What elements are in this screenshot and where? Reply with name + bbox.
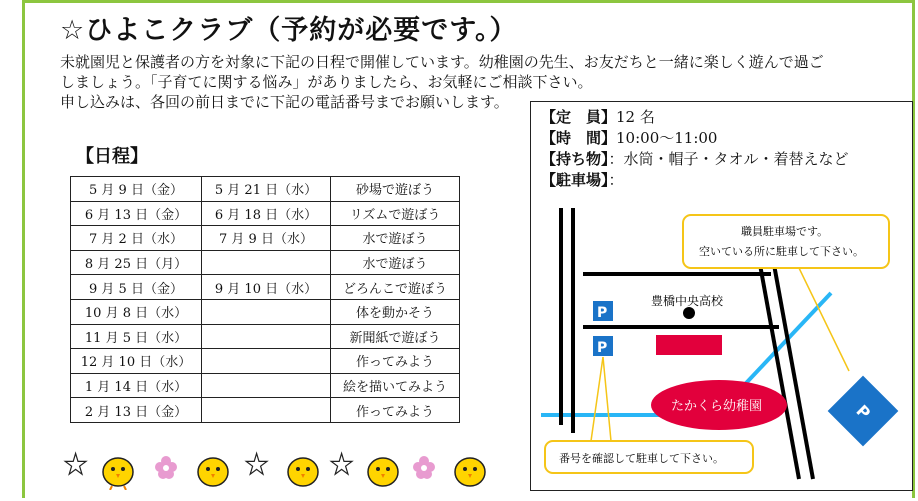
schedule-activity: 水で遊ぼう bbox=[331, 226, 460, 251]
schedule-row bbox=[71, 324, 460, 349]
schedule-date-1: 1 月 14 日（水） bbox=[71, 373, 202, 398]
parking-marker-2-label: P bbox=[597, 340, 608, 356]
schedule-date-1: 10 月 8 日（水） bbox=[71, 299, 202, 324]
schedule-row bbox=[71, 275, 460, 300]
schedule-date-2 bbox=[202, 250, 331, 275]
schedule-date-2: 9 月 10 日（水） bbox=[202, 275, 331, 300]
schedule-date-2 bbox=[202, 349, 331, 374]
time-value: 10:00〜11:00 bbox=[616, 129, 718, 147]
staff-callout bbox=[683, 215, 889, 268]
intro-line-1: 未就園児と保護者の方を対象に下記の日程で開催しています。幼稚園の先生、お友だちと一緒に楽しく遊んで過ご bbox=[60, 53, 824, 71]
schedule-date-2 bbox=[202, 299, 331, 324]
schedule-date-2 bbox=[202, 398, 331, 423]
schedule-date-1: 2 月 13 日（金） bbox=[71, 398, 202, 423]
schedule-row bbox=[71, 349, 460, 374]
time-row bbox=[541, 128, 849, 149]
parking-row bbox=[541, 170, 849, 191]
intro-line-3: 申し込みは、各回の前日までに下記の電話番号までお願いします。 bbox=[60, 93, 509, 111]
kindergarten-building bbox=[656, 335, 722, 355]
flower-icon bbox=[155, 456, 177, 479]
schedule-row bbox=[71, 250, 460, 275]
schedule-activity: リズムで遊ぼう bbox=[331, 201, 460, 226]
school-marker bbox=[683, 307, 695, 319]
schedule-date-1: 5 月 9 日（金） bbox=[71, 177, 202, 202]
parking-value: ： bbox=[608, 171, 624, 189]
schedule-row bbox=[71, 226, 460, 251]
star-icon bbox=[65, 453, 86, 474]
schedule-activity: 砂場で遊ぼう bbox=[331, 177, 460, 202]
items-label: 【持ち物】 bbox=[541, 150, 609, 168]
staff-parking-label: P bbox=[852, 401, 875, 423]
star-icon bbox=[246, 453, 267, 474]
time-label: 【時 間】 bbox=[541, 129, 617, 147]
chick-icon bbox=[455, 458, 485, 486]
decoration-border bbox=[62, 445, 512, 490]
chick-icon bbox=[368, 458, 398, 486]
schedule-date-2: 7 月 9 日（水） bbox=[202, 226, 331, 251]
schedule-row bbox=[71, 201, 460, 226]
chick-icon bbox=[103, 458, 133, 490]
parking-map bbox=[531, 193, 911, 489]
schedule-row bbox=[71, 299, 460, 324]
schedule-table bbox=[70, 176, 460, 423]
kindergarten-label: たかくら幼稚園 bbox=[671, 399, 763, 414]
schedule-date-1: 11 月 5 日（水） bbox=[71, 324, 202, 349]
schedule-activity: 新聞紙で遊ぼう bbox=[331, 324, 460, 349]
schedule-activity: 作ってみよう bbox=[331, 398, 460, 423]
schedule-date-1: 9 月 5 日（金） bbox=[71, 275, 202, 300]
staff-callout-line-2: 空いている所に駐車して下さい。 bbox=[699, 245, 864, 258]
number-callout-pointer-1 bbox=[591, 357, 603, 441]
chick-icon bbox=[288, 458, 318, 486]
capacity-value: 12 名 bbox=[616, 108, 655, 126]
number-callout-pointer-2 bbox=[603, 357, 611, 441]
number-callout-text: 番号を確認して駐車して下さい。 bbox=[559, 452, 724, 465]
schedule-date-2: 6 月 18 日（水） bbox=[202, 201, 331, 226]
schedule-heading: 【日程】 bbox=[76, 146, 148, 167]
schedule-row bbox=[71, 398, 460, 423]
schedule-activity: 絵を描いてみよう bbox=[331, 373, 460, 398]
chick-icon bbox=[198, 458, 228, 486]
parking-marker-1-label: P bbox=[597, 305, 608, 321]
flower-icon bbox=[413, 456, 435, 479]
staff-callout-line-1: 職員駐車場です。 bbox=[741, 225, 829, 238]
intro-line-2: しましょう。「子育てに関する悩み」がありましたら、お気軽にご相談下さい。 bbox=[60, 73, 593, 91]
schedule-date-2: 5 月 21 日（水） bbox=[202, 177, 331, 202]
schedule-row bbox=[71, 177, 460, 202]
schedule-row bbox=[71, 373, 460, 398]
schedule-date-1: 7 月 2 日（水） bbox=[71, 226, 202, 251]
schedule-date-1: 6 月 13 日（金） bbox=[71, 201, 202, 226]
schedule-activity: 水で遊ぼう bbox=[331, 250, 460, 275]
capacity-row bbox=[541, 107, 849, 128]
items-value: ：水筒・帽子・タオル・着替えなど bbox=[608, 150, 849, 168]
capacity-label: 【定 員】 bbox=[541, 108, 617, 126]
schedule-date-2 bbox=[202, 324, 331, 349]
page-title: ☆ひよこクラブ（予約が必要です。） bbox=[60, 15, 518, 46]
parking-label: 【駐車場】 bbox=[541, 171, 609, 189]
schedule-activity: どろんこで遊ぼう bbox=[331, 275, 460, 300]
items-row bbox=[541, 149, 849, 170]
schedule-date-1: 12 月 10 日（水） bbox=[71, 349, 202, 374]
schedule-date-2 bbox=[202, 373, 331, 398]
star-icon bbox=[331, 453, 352, 474]
schedule-activity: 体を動かそう bbox=[331, 299, 460, 324]
schedule-activity: 作ってみよう bbox=[331, 349, 460, 374]
schedule-date-1: 8 月 25 日（月） bbox=[71, 250, 202, 275]
school-label: 豊橋中央高校 bbox=[651, 294, 724, 308]
